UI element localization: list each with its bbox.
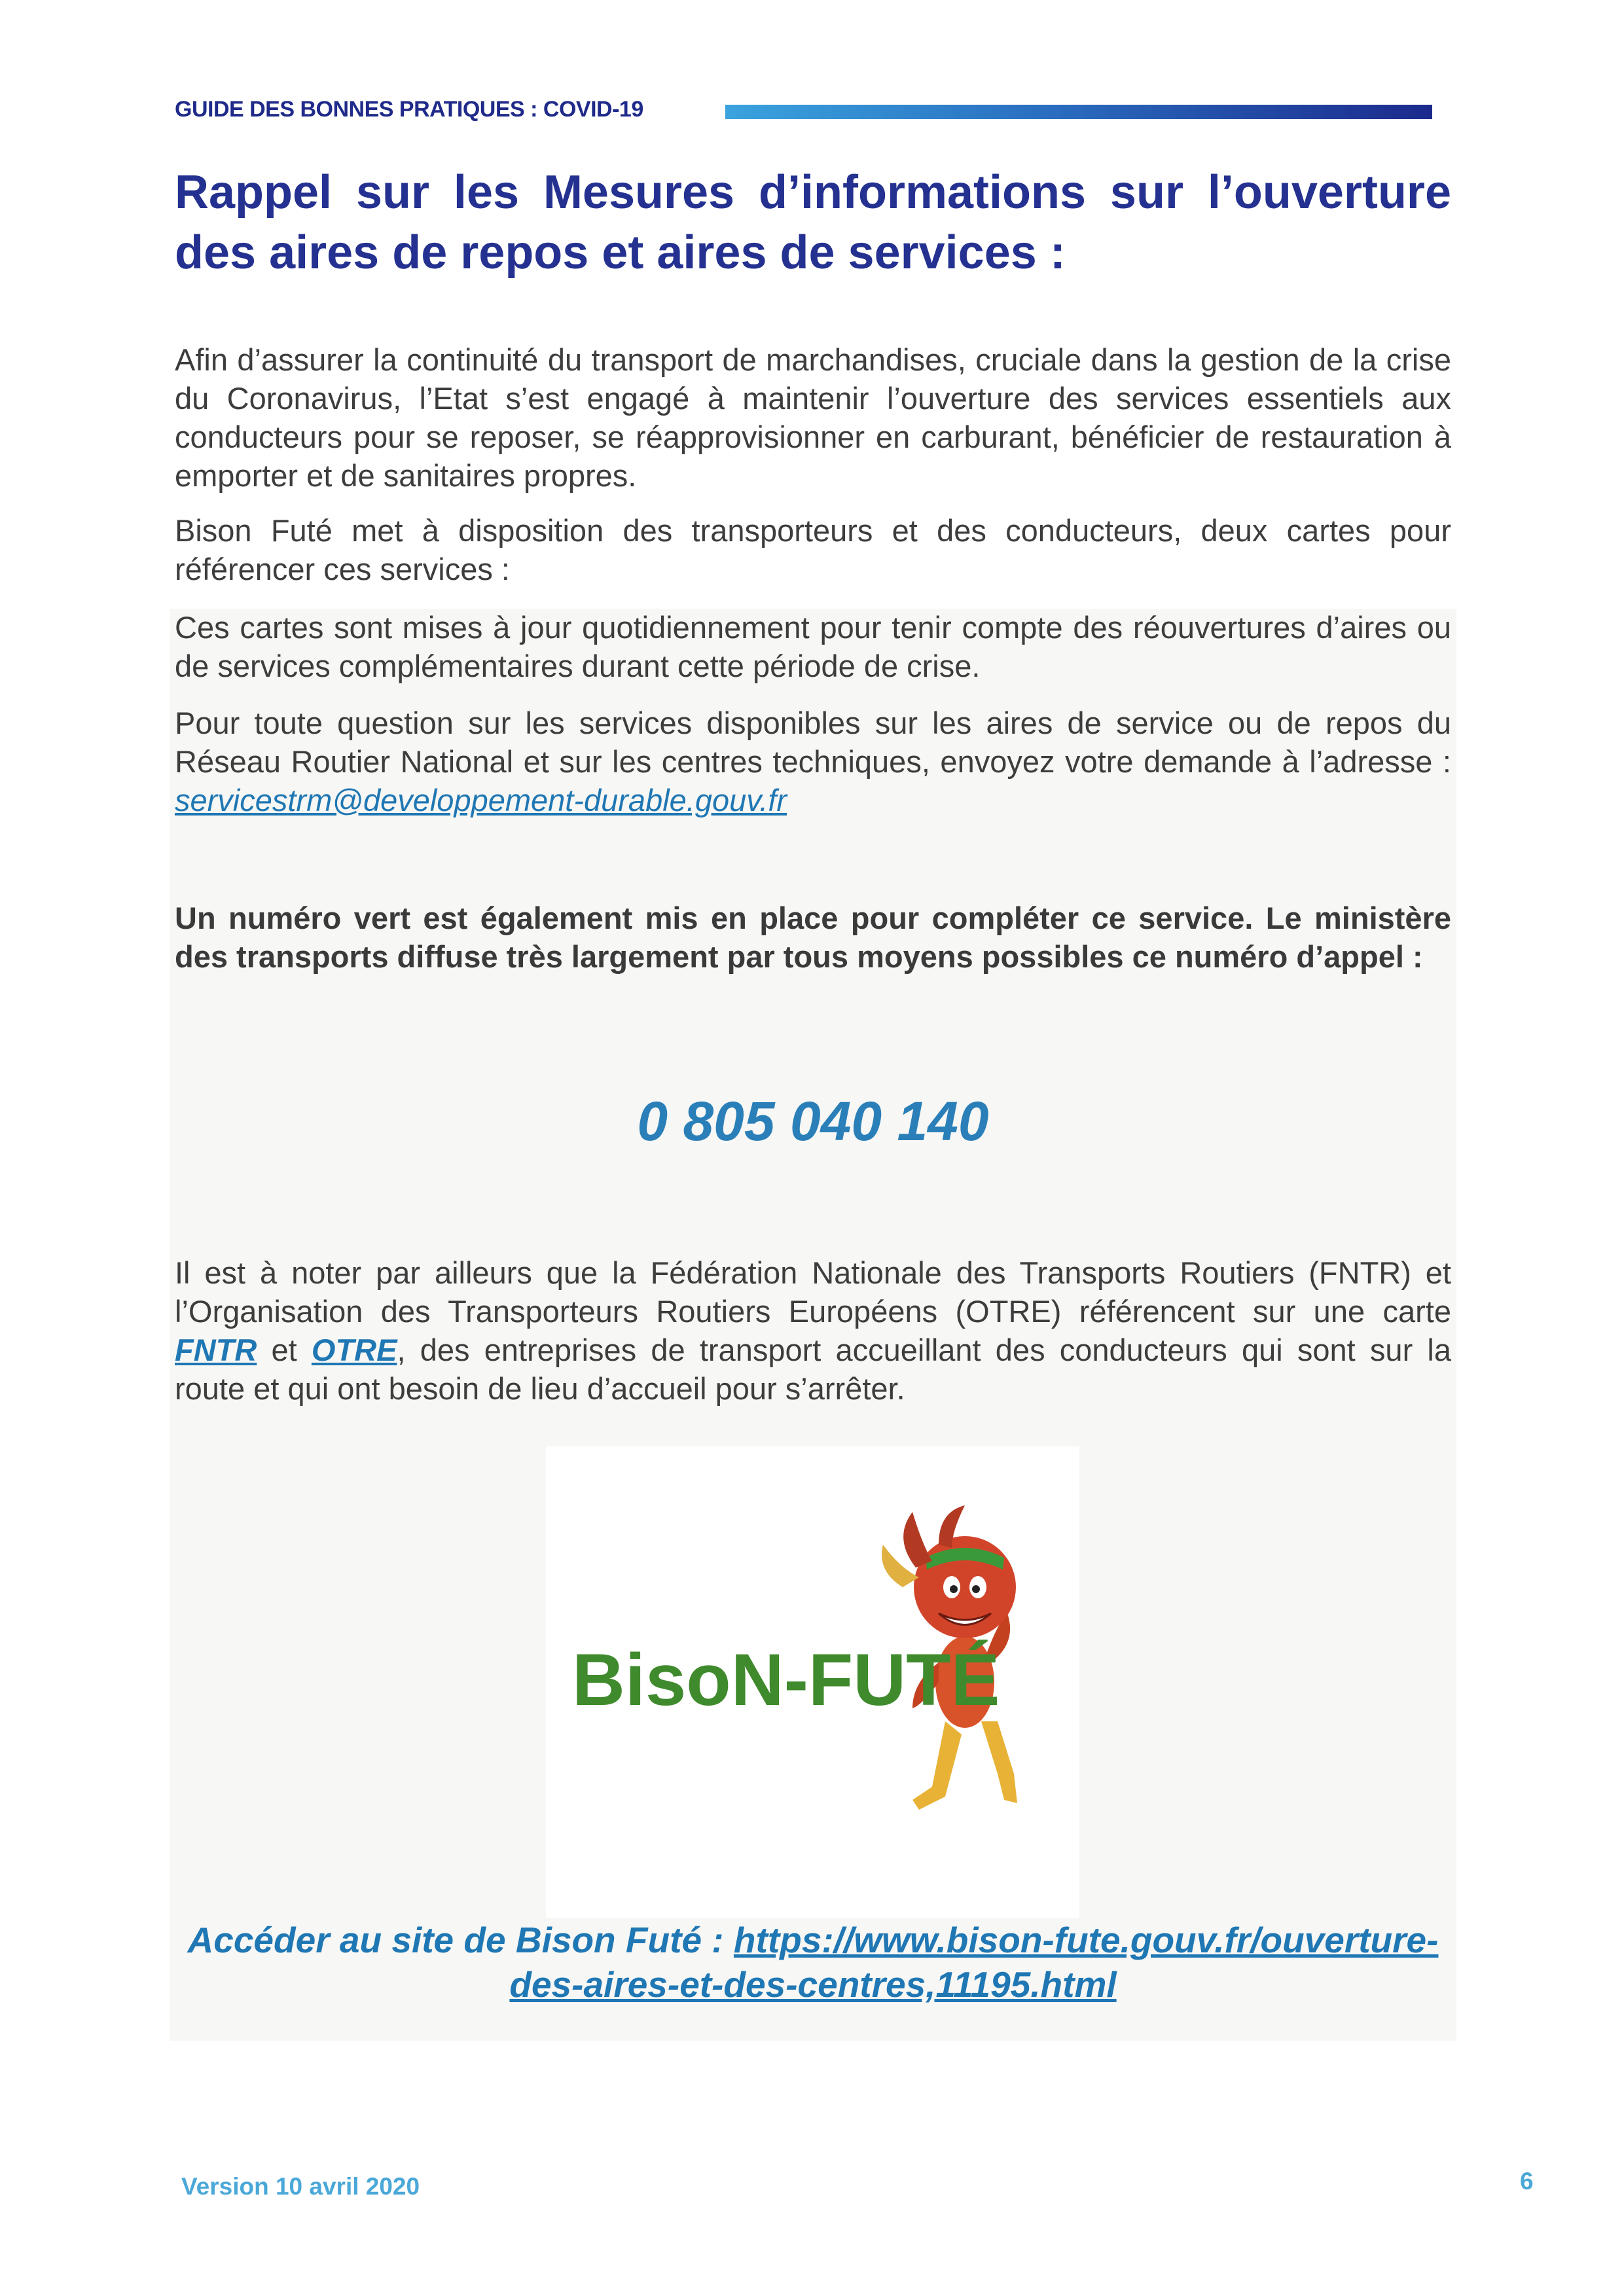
contact-paragraph [175, 704, 1451, 819]
contact-text: Pour toute question sur les services disponibles sur les aires de service ou de repos du Réseau Routier National et sur les centres techniques, envoyez votre demande à l’adresse : [175, 706, 1451, 779]
bison-fute-logo-text: BisoN-FUTÉ [572, 1639, 1000, 1721]
page-number: 6 [1520, 2168, 1534, 2195]
bison-fute-link[interactable]: https://www.bison-fute.gouv.fr/ouverture-des-aires-et-des-centres,11195.html [509, 1920, 1439, 2005]
bison-fute-logo [546, 1446, 1079, 1918]
page-title: Rappel sur les Mesures d’informations sur l’ouverture des aires de repos et aires de services : [175, 166, 1451, 279]
bison-fute-access [175, 1918, 1451, 2007]
fntr-otre-suffix: , des entreprises de transport accueillant des conducteurs qui sont sur la route et qui ont besoin de lieu d’accueil pour s’arrêter. [175, 1333, 1451, 1406]
email-link[interactable]: servicestrm@developpement-durable.gouv.fr [175, 783, 787, 817]
fntr-otre-text: Il est à noter par ailleurs que la Fédération Nationale des Transports Routiers (FNTR) et l’Organisation des Transporteurs Routiers Européens (OTRE) référencent sur une carte [175, 1255, 1451, 1329]
header-divider [725, 105, 1432, 119]
callout-paragraph: Un numéro vert est également mis en place pour compléter ce service. Le ministère des transports diffuse très largement par tous moyens possibles ce numéro d’appel : [175, 901, 1451, 974]
bison-access-label: Accéder au site de Bison Futé : [187, 1920, 734, 1960]
fntr-otre-paragraph [175, 1253, 1451, 1408]
maps-paragraph: Bison Futé met à disposition des transporteurs et des conducteurs, deux cartes pour référencer ces services : [175, 513, 1451, 586]
fntr-otre-conj: et [257, 1333, 312, 1367]
footer-version: Version 10 avril 2020 [181, 2173, 420, 2200]
header-label: GUIDE DES BONNES PRATIQUES : COVID-19 [175, 97, 643, 122]
green-phone-number: 0 805 040 140 [637, 1090, 989, 1152]
intro-paragraph: Afin d’assurer la continuité du transport de marchandises, cruciale dans la gestion de la crise du Coronavirus, l’Etat s’est engagé à maintenir l’ouverture des services essentiels aux conducteurs pour se reposer, se réapprovisionner en carburant, bénéficier de restauration à emporter et de sanitaires propres. [175, 342, 1451, 493]
bison-fute-mascot-icon [546, 1446, 1079, 1918]
fntr-link[interactable]: FNTR [175, 1333, 257, 1367]
otre-link[interactable]: OTRE [311, 1333, 397, 1367]
update-paragraph: Ces cartes sont mises à jour quotidiennement pour tenir compte des réouvertures d’aires ou de services complémentaires durant cette période de crise. [175, 610, 1451, 683]
